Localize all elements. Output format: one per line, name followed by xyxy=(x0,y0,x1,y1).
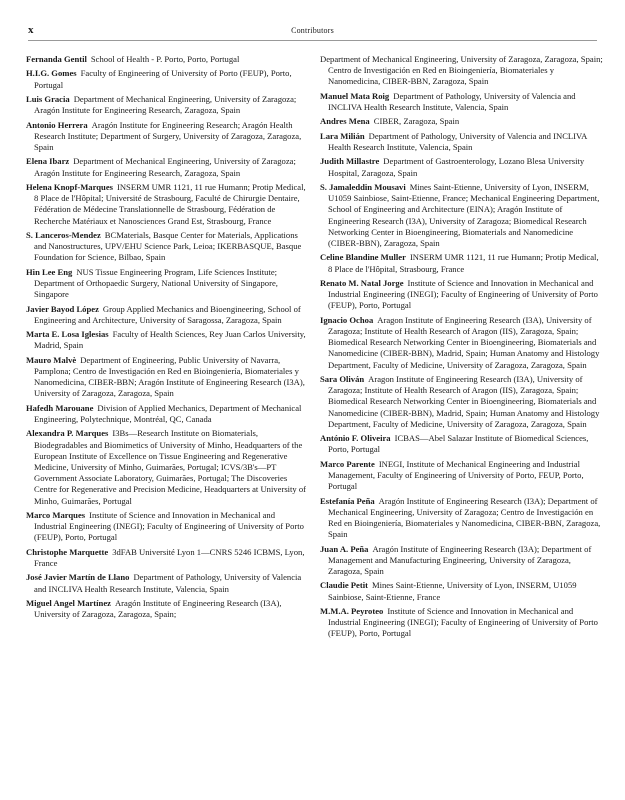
contributor-entry xyxy=(26,598,309,620)
contributor-affiliation: 3dFAB Université Lyon 1—CNRS 5246 ICBMS, Lyon, France xyxy=(34,546,305,568)
page-header xyxy=(28,24,597,42)
contributor-affiliation: Department of Pathology, University of Valencia and INCLIVA Health Research Institute, Valencia, Spain xyxy=(328,130,587,152)
contributor-entry xyxy=(320,116,603,127)
contributor-entry xyxy=(320,374,603,430)
left-column xyxy=(26,54,309,624)
contributor-name: Manuel Mata Roig xyxy=(320,90,390,101)
contributor-entry xyxy=(26,355,309,400)
contributor-affiliation: Institute of Science and Innovation in Mechanical and Industrial Engineering (INEGI); Faculty of Engineering of University of Porto (FEUP), Porto, Portugal xyxy=(34,509,304,543)
contributor-name: Ignacio Ochoa xyxy=(320,314,374,325)
contributor-affiliation: ICBAS—Abel Salazar Institute of Biomedical Sciences, Porto, Portugal xyxy=(328,433,589,455)
contributor-affiliation: BCMaterials, Basque Center for Materials, Applications and Nanostructures, UPV/EHU Science Park, Leioa; IKERBASQUE, Basque Foundation for Science, Bilbao, Spain xyxy=(34,229,302,263)
contributor-name: Marco Marques xyxy=(26,509,86,520)
contributor-entry xyxy=(320,433,603,455)
contributor-entry xyxy=(320,182,603,249)
contributor-entry xyxy=(320,606,603,640)
contributor-affiliation: Aragón Institute of Engineering Research (I3A); Department of Mechanical Engineering, University of Zaragoza; Centro de Investigación en Red en Bioingeniería, Biomateriales y Nanomedicina, CIBER-BBN, Zaragoza, Spain xyxy=(328,495,601,540)
contributor-affiliation: School of Health - P. Porto, Porto, Portugal xyxy=(90,54,240,64)
contributor-entry xyxy=(320,544,603,578)
contributor-affiliation: Department of Engineering, Public University of Navarra, Pamplona; Centro de Investigación en Red en Bioingeniería, Biomateriales y Nanomedicina, CIBER-BBN; Aragón Institute of Engineering Research (I3A), University of Zaragoza, Zaragoza, Spain xyxy=(34,354,305,399)
contributor-name: Miguel Angel Martínez xyxy=(26,597,111,608)
contributor-entry xyxy=(320,496,603,541)
contributor-entry xyxy=(26,572,309,594)
contributor-affiliation: Department of Pathology, University of Valencia and INCLIVA Health Research Institute, Valencia, Spain xyxy=(328,90,576,112)
contributor-affiliation: CIBER, Zaragoza, Spain xyxy=(373,116,460,127)
contributor-name: Andres Mena xyxy=(320,116,370,127)
contributor-affiliation: Division of Applied Mechanics, Department of Mechanical Engineering, Polytechnique, Montréal, QC, Canada xyxy=(34,402,302,424)
contributor-name: Juan A. Peña xyxy=(320,543,369,554)
right-column xyxy=(320,54,603,643)
contributor-name: Mauro Malvè xyxy=(26,354,77,365)
contributor-entry xyxy=(26,182,309,227)
contributor-name: Marta E. Losa Iglesias xyxy=(26,329,109,340)
contributor-name: S. Lanceros-Mendez xyxy=(26,229,101,240)
contributor-affiliation: Aragón Institute for Engineering Research; Aragón Health Research Institute; Department of Surgery, University of Zaragoza, Zaragoza, Spain xyxy=(34,119,302,152)
contributor-entry xyxy=(26,510,309,544)
contributor-entry xyxy=(320,156,603,178)
contributor-name: Renato M. Natal Jorge xyxy=(320,277,404,288)
contributor-affiliation: Department of Mechanical Engineering, University of Zaragoza, Zaragoza, Spain; Centro de Investigación en Red en Bioingeniería, Biomateriales y Nanomedicina, CIBER-BBN, Zaragoza, Spain xyxy=(320,54,603,87)
contributor-name: M.M.A. Peyroteo xyxy=(320,605,384,616)
contributor-entry xyxy=(26,94,309,116)
contributor-name: Claudie Petit xyxy=(320,580,368,591)
contributor-entry xyxy=(26,68,309,90)
contributor-name: José Javier Martín de Llano xyxy=(26,572,130,583)
contributor-name: Marco Parente xyxy=(320,458,375,469)
contributor-entry xyxy=(320,91,603,113)
contributor-name: Judith Millastre xyxy=(320,156,380,167)
contributor-name: Celine Blandine Muller xyxy=(320,252,406,263)
contributor-affiliation: Department of Mechanical Engineering, University of Zaragoza; Aragón Institute for Engineering Research, Zaragoza, Spain xyxy=(34,156,296,178)
contributor-name: Luis Gracia xyxy=(26,93,70,104)
contributor-affiliation: Aragón Institute of Engineering Research (I3A); Department of Management and Manufacturing Engineering, University of Zaragoza, Zaragoza, Spain xyxy=(328,543,592,576)
contributor-entry xyxy=(26,120,309,154)
contributor-entry xyxy=(320,315,603,371)
contributor-name: Elena Ibarz xyxy=(26,156,70,167)
contributor-entry xyxy=(26,329,309,351)
contributor-affiliation: Department of Gastroenterology, Lozano Blesa University Hospital, Zaragoza, Spain xyxy=(328,156,585,178)
contributor-affiliation: INSERM UMR 1121, 11 rue Humann; Protip Medical, 8 Place de l'Hôpital; Université de Strasbourg, Faculté de Chirurgie Dentaire, Fédération de Médecine Translationnelle de Strasbourg, Fédération de Recherche Matériaux et Nanosciences Grand Est, Strasbourg, France xyxy=(34,181,306,226)
contributor-affiliation: Mines Saint-Etienne, University of Lyon, INSERM, U1059 Sainbiose, Saint-Etienne, France; Mechanical Engineering Department, School of Engineering and Architecture (EINA); Aragón Institute of Engineering Research (I3A), University of Zaragoza; Biomedical Research Networking Center in Bioengineering, Biomaterials and Nanomedicine (CIBER-BBN), Zaragoza, Spain xyxy=(328,181,600,248)
contributor-entry xyxy=(26,54,309,65)
contributor-name: Hin Lee Eng xyxy=(26,266,73,277)
header-rule xyxy=(28,40,597,41)
contributor-entry xyxy=(320,252,603,274)
contributor-entry xyxy=(26,156,309,178)
contributor-name: S. Jamaleddin Mousavi xyxy=(320,181,406,192)
contributor-affiliation: Aragon Institute of Engineering Research (I3A), University of Zaragoza; Institute of Health Research of Aragon (IIS), Zaragoza, Spain; Biomedical Research Networking Center in Bioengineering, Biomaterials and Nanomedicine (CIBER-BBN), Madrid, Spain; Human Anatomy and Histology Department, Faculty of Medicine, University of Zaragoza, Zaragoza, Spain xyxy=(328,314,600,370)
contributor-affiliation: Aragón Institute of Engineering Research (I3A), University of Zaragoza, Zaragoza, Spain; xyxy=(34,597,282,620)
contributor-name: Hafedh Marouane xyxy=(26,402,94,413)
contributor-name: Antonio Herrera xyxy=(26,119,88,130)
contributor-name: Lara Milián xyxy=(320,130,365,141)
contributor-name: António F. Oliveira xyxy=(320,433,391,444)
contributor-affiliation: Department of Pathology, University of Valencia and INCLIVA Health Research Institute, Valencia, Spain xyxy=(34,572,302,594)
contributor-entry xyxy=(320,580,603,602)
contributor-name: Fernanda Gentil xyxy=(26,54,87,64)
running-head: Contributors xyxy=(291,26,334,35)
contributor-affiliation: Faculty of Health Sciences, Rey Juan Carlos University, Madrid, Spain xyxy=(34,329,306,351)
contributor-affiliation: INSERM UMR 1121, 11 rue Humann; Protip Medical, 8 Place de l'Hôpital, Strasbourg, France xyxy=(328,252,599,274)
contributor-entry xyxy=(320,278,603,312)
contributor-name: Sara Oliván xyxy=(320,373,365,384)
contributor-affiliation: Aragon Institute of Engineering Research (I3A), University of Zaragoza; Institute of Health Research of Aragon (IIS), Zaragoza, Spain; Biomedical Research Networking Center in Bioengineering, Biomaterials and Nanomedicine (CIBER-BBN), Madrid, Spain; Human Anatomy and Histology Department, Faculty of Medicine, University of Zaragoza, Zaragoza, Spain xyxy=(328,373,600,429)
contributor-affiliation: I3Bs—Research Institute on Biomaterials, Biodegradables and Biomimetics of University of Minho, Headquarters of the European Institute of Excellence on Tissue Engineering and Regenerative Medicine, University of Minho, Guimarães, Portugal; ICVS/3B's—PT Government Associate Laboratory, Guimarães, Portugal; The Discoveries Centre for Regenerative and Precision Medicine, Headquarters at University of Minho, Guimarães, Portugal xyxy=(34,428,307,506)
contributor-affiliation: Institute of Science and Innovation in Mechanical and Industrial Engineering (INEGI); Faculty of Engineering of University of Porto (FEUP), Porto, Portugal xyxy=(328,277,598,311)
contributor-entry xyxy=(26,267,309,301)
contributor-affiliation: INEGI, Institute of Mechanical Engineering and Industrial Management, Faculty of Engineering of University of Porto, FEUP, Porto, Portugal xyxy=(328,458,584,492)
contributor-entry xyxy=(26,230,309,264)
contributor-affiliation: Institute of Science and Innovation in Mechanical and Industrial Engineering (INEGI); Faculty of Engineering of University of Porto (FEUP), Porto, Portugal xyxy=(328,605,598,639)
contributor-affiliation: NUS Tissue Engineering Program, Life Sciences Institute; Department of Orthopaedic Surgery, National University of Singapore, Singapore xyxy=(34,266,278,300)
page-number: x xyxy=(28,24,34,36)
contributor-entry xyxy=(320,459,603,493)
contributor-entry xyxy=(320,131,603,153)
contributor-affiliation: Mines Saint-Etienne, University of Lyon, INSERM, U1059 Sainbiose, Saint-Etienne, France xyxy=(328,580,577,602)
contributor-name: Estefanía Peña xyxy=(320,495,375,506)
contributor-affiliation: Faculty of Engineering of University of Porto (FEUP), Porto, Portugal xyxy=(34,68,292,90)
contributor-entry xyxy=(26,428,309,506)
contributor-name: Javier Bayod López xyxy=(26,303,99,314)
contributor-entry xyxy=(320,54,603,88)
contributor-name: H.I.G. Gomes xyxy=(26,68,77,79)
contributor-entry xyxy=(26,403,309,425)
contributor-entry xyxy=(26,304,309,326)
contributor-affiliation: Department of Mechanical Engineering, University of Zaragoza; Aragón Institute for Engineering Research, Zaragoza, Spain xyxy=(34,93,297,116)
contributor-affiliation: Group Applied Mechanics and Bioengineering, School of Engineering and Architecture, University of Saragossa, Zaragoza, Spain xyxy=(34,303,301,325)
contributor-name: Helena Knopf-Marques xyxy=(26,181,113,192)
contributor-name: Alexandra P. Marques xyxy=(26,428,109,439)
contributor-entry xyxy=(26,547,309,569)
contributor-name: Christophe Marquette xyxy=(26,546,109,557)
